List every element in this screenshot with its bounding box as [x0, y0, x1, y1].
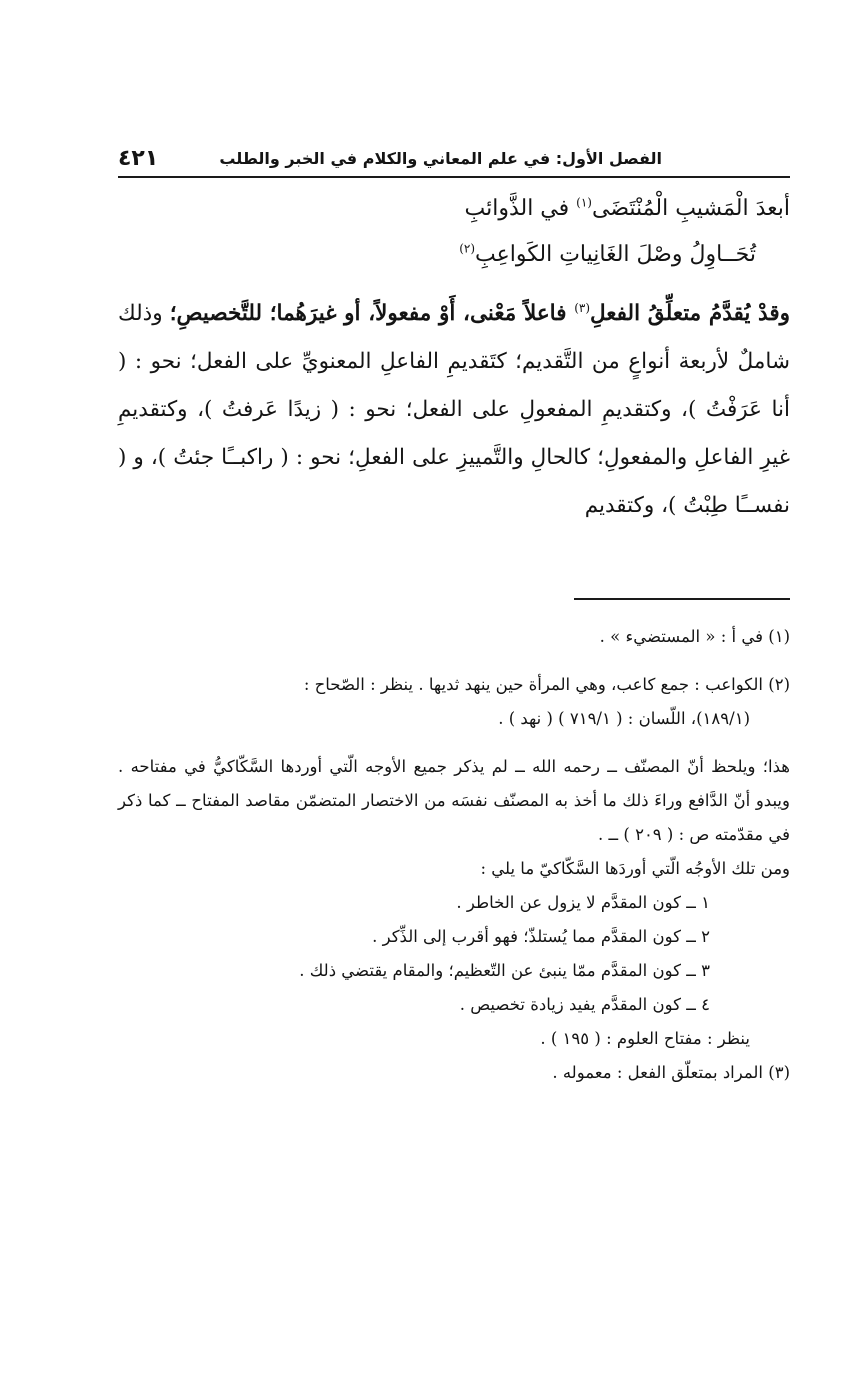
verse-line-2 [459, 242, 756, 267]
footnote-list-item-1: ١ ــ كون المقدَّم لا يزول عن الخاطر . [456, 893, 710, 912]
running-header [118, 140, 790, 176]
main-paragraph [118, 290, 790, 530]
footnote-paragraph: هذا؛ ويلحظ أنّ المصنّف ــ رحمه الله ــ لم يذكر جميع الأوجه الّتي أوردها السَّكّاكيُّ في مفتاحه . ويبدو أنّ الدَّافع وراءَ ذلك ما أخذ به المصنّف نفسَه من الاختصار المتضمّن مقاصد المفتاح ــ كما ذكر في مقدّمته ص : ( ٢٠٩ ) ــ . [118, 757, 790, 844]
running-title: الفصل الأول: في علم المعاني والكلام في الخبر والطلب [219, 148, 662, 168]
footnote-list-item-3: ٣ ــ كون المقدَّم ممّا ينبئ عن التّعظيم؛ والمقام يقتضي ذلك . [299, 961, 710, 980]
footnote-ref-2[interactable]: (٢) [459, 241, 476, 256]
verse-line-2-text: تُحَــاوِلُ وصْلَ الغَانِياتِ الكَواعِبِ [475, 242, 756, 267]
verse-line-1-text: أبعدَ الْمَشيبِ الْمُنْتَضَى [591, 196, 790, 221]
footnote-2-line-2: (١٨٩/١)، اللّسان : ( ٧١٩/١ ) ( نهد ) . [498, 709, 750, 728]
verse-line-1 [464, 196, 790, 221]
footnote-3: (٣) المراد بمتعلّق الفعل : معموله . [552, 1063, 790, 1082]
header-rule [118, 176, 790, 178]
footnotes [118, 620, 790, 1090]
footnote-list-item-2: ٢ ــ كون المقدَّم مما يُستلذّ؛ فهو أقرب إلى الذِّكر . [372, 927, 710, 946]
verse-line-1-tail: في الذَّوائبِ [464, 196, 577, 221]
footnote-ref-3[interactable]: (٣) [574, 300, 591, 315]
footnote-separator [574, 598, 790, 600]
main-bold-part-1: وقدْ يُقدَّمُ متعلِّقُ الفعلِ [590, 301, 790, 326]
footnote-1: (١) في أ : « المستضيء » . [599, 627, 790, 646]
main-body-text: وذلك شاملٌ لأربعة أنواعٍ من التَّقديم؛ كتَقديمِ الفاعلِ المعنويِّ على الفعل؛ نحو : ( أنا عَرَفْتُ )، وكتقديمِ المفعولِ على الفعل؛ نحو : ( زيدًا عَرفتُ )، وكتقديمِ غيرِ الفاعلِ والمفعولِ؛ كالحالِ والتَّمييزِ على الفعلِ؛ نحو : ( راكبــًا جئتُ )، و ( نفســًا طِبْتُ )، وكتقديم [118, 301, 790, 518]
footnote-list-item-4: ٤ ــ كون المقدَّم يفيد زيادة تخصيص . [459, 995, 710, 1014]
footnote-2-line-1: (٢) الكواعب : جمع كاعب، وهي المرأة حين ينهد ثديها . ينظر : الصّحاح : [303, 675, 790, 694]
footnote-see-reference: ينظر : مفتاح العلوم : ( ١٩٥ ) . [540, 1029, 750, 1048]
page-number: ٤٢١ [118, 145, 159, 171]
book-page [118, 0, 790, 1377]
footnote-ref-1[interactable]: (١) [576, 195, 592, 210]
footnote-list-intro: ومن تلك الأوجُه الّتي أوردَها السَّكّاكيّ ما يلي : [480, 859, 790, 878]
main-bold-part-2: فاعلاً مَعْنى، أَوْ مفعولاً، أو غيرَهُما؛ للتَّخصيصِ؛ [169, 301, 575, 326]
